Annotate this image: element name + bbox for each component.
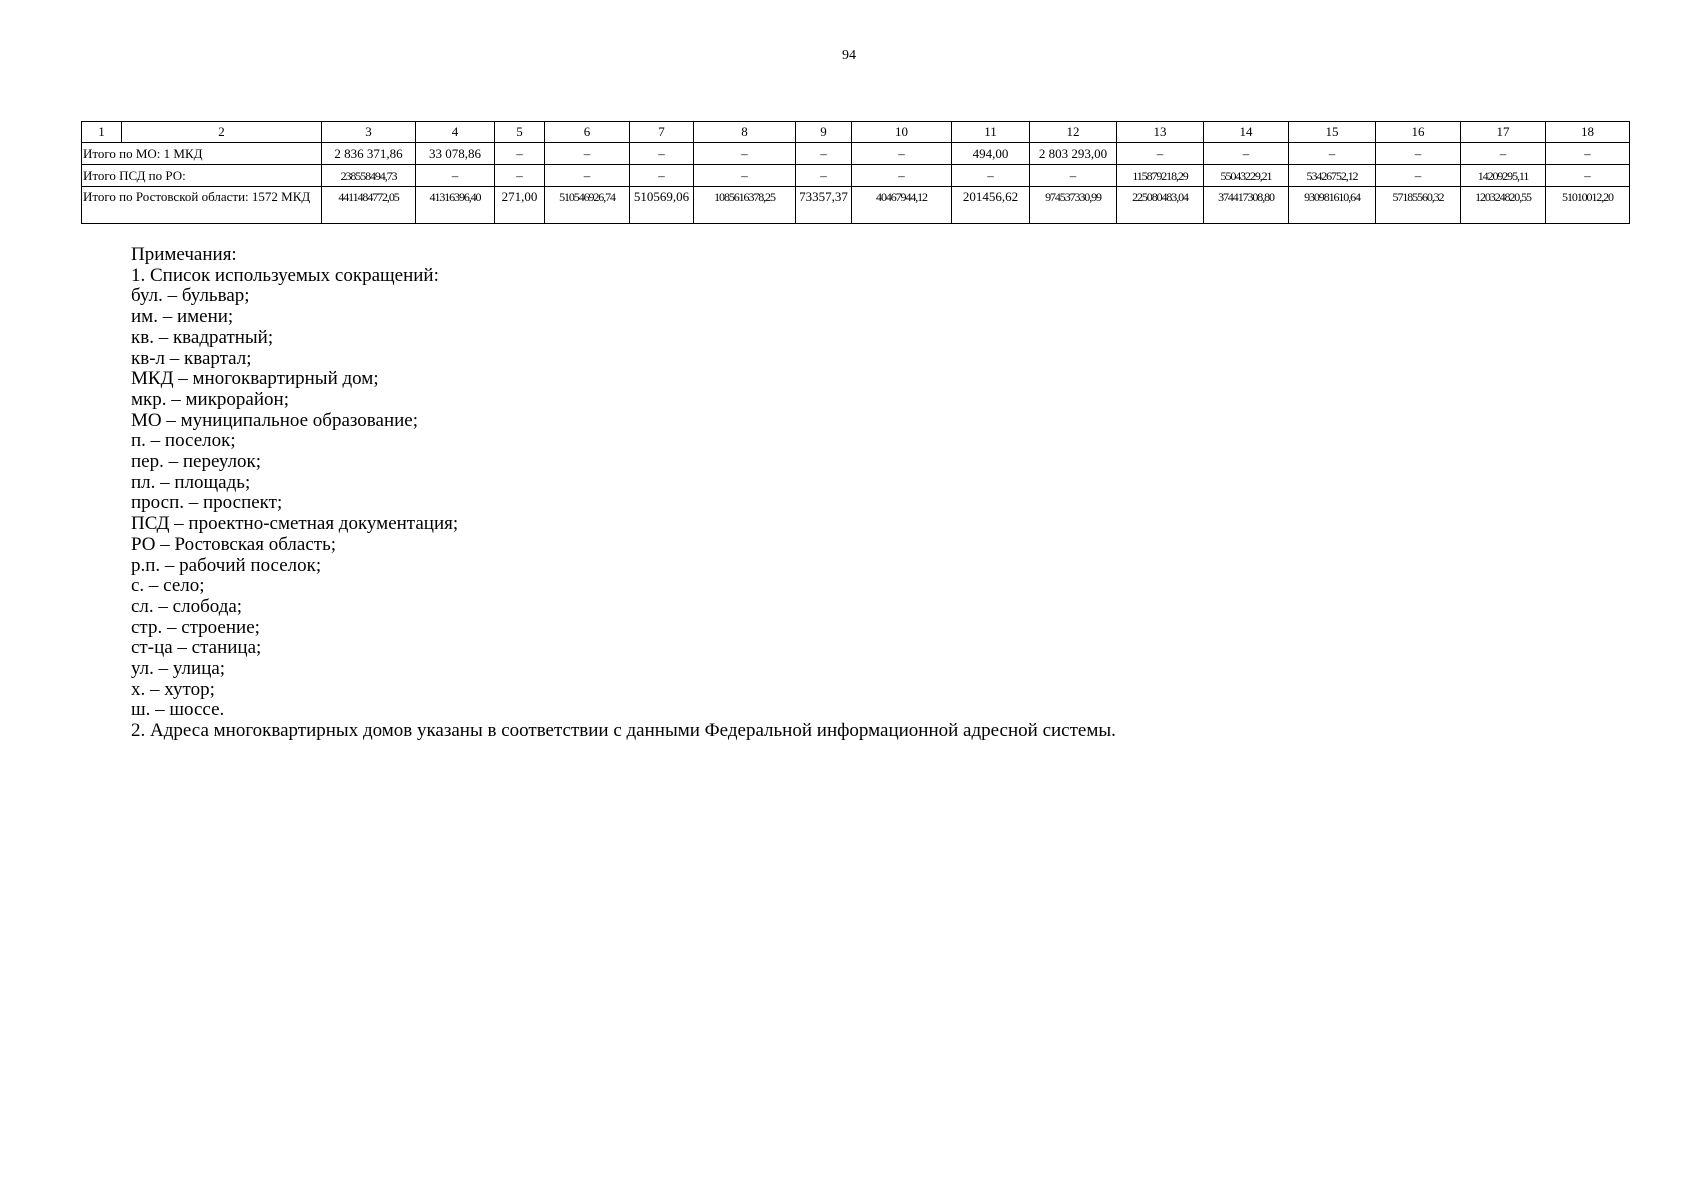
summary-table bbox=[81, 121, 1630, 224]
abbreviation-item: с. – село; bbox=[131, 575, 205, 597]
table-row bbox=[82, 187, 1630, 224]
row-label: Итого ПСД по РО: bbox=[82, 165, 322, 187]
header-cell: 10 bbox=[852, 122, 952, 143]
header-cell: 3 bbox=[322, 122, 416, 143]
header-cell: 15 bbox=[1289, 122, 1376, 143]
table-cell: 201456,62 bbox=[952, 187, 1030, 224]
table-cell: – bbox=[952, 165, 1030, 187]
table-cell: 120324820,55 bbox=[1461, 187, 1546, 224]
header-cell: 13 bbox=[1117, 122, 1204, 143]
abbreviation-item: МО – муниципальное образование; bbox=[131, 409, 419, 431]
table-cell: – bbox=[545, 143, 630, 165]
row-label: Итого по Ростовской области: 1572 МКД bbox=[82, 187, 322, 224]
table-cell: 271,00 bbox=[495, 187, 545, 224]
notes-title: Примечания: bbox=[131, 244, 237, 265]
table-cell: 1085616378,25 bbox=[694, 187, 796, 224]
table-cell: 225080483,04 bbox=[1117, 187, 1204, 224]
abbreviation-item: бул. – бульвар; bbox=[131, 285, 250, 307]
table-cell: – bbox=[852, 165, 952, 187]
table-cell: 4411484772,05 bbox=[322, 187, 416, 224]
table-cell: – bbox=[1376, 143, 1461, 165]
abbreviation-item: ПСД – проектно-сметная документация; bbox=[131, 513, 459, 535]
table-cell: 494,00 bbox=[952, 143, 1030, 165]
table-cell: – bbox=[1204, 143, 1289, 165]
abbreviation-item: стр. – строение; bbox=[131, 616, 260, 638]
header-cell: 5 bbox=[495, 122, 545, 143]
abbreviation-item: п. – поселок; bbox=[131, 430, 236, 452]
table-cell: – bbox=[545, 165, 630, 187]
table-cell: 55043229,21 bbox=[1204, 165, 1289, 187]
header-cell: 12 bbox=[1030, 122, 1117, 143]
table-cell: – bbox=[1030, 165, 1117, 187]
table-cell: 238558494,73 bbox=[322, 165, 416, 187]
table-cell: 510546926,74 bbox=[545, 187, 630, 224]
abbreviation-item: р.п. – рабочий поселок; bbox=[131, 554, 322, 576]
table-row bbox=[82, 165, 1630, 187]
header-cell: 6 bbox=[545, 122, 630, 143]
abbreviation-item: х. – хутор; bbox=[131, 678, 215, 700]
table-cell: – bbox=[694, 165, 796, 187]
header-cell: 8 bbox=[694, 122, 796, 143]
table-cell: – bbox=[1289, 143, 1376, 165]
table-cell: 51010012,20 bbox=[1546, 187, 1630, 224]
abbreviation-item: мкр. – микрорайон; bbox=[131, 388, 289, 410]
notes-item-1: 1. Список используемых сокращений: bbox=[131, 264, 439, 286]
table-cell: – bbox=[694, 143, 796, 165]
table-cell: 73357,37 bbox=[796, 187, 852, 224]
table-cell: 2 836 371,86 bbox=[322, 143, 416, 165]
table-cell: – bbox=[1117, 143, 1204, 165]
header-cell: 16 bbox=[1376, 122, 1461, 143]
header-row bbox=[82, 122, 1630, 143]
header-cell: 9 bbox=[796, 122, 852, 143]
header-cell: 11 bbox=[952, 122, 1030, 143]
abbreviation-list bbox=[131, 286, 1116, 721]
table-cell: 57185560,32 bbox=[1376, 187, 1461, 224]
header-cell: 18 bbox=[1546, 122, 1630, 143]
table-cell: – bbox=[1546, 165, 1630, 187]
table-cell: 40467944,12 bbox=[852, 187, 952, 224]
notes-section bbox=[131, 245, 1116, 742]
abbreviation-item: пер. – переулок; bbox=[131, 451, 262, 473]
table-cell: – bbox=[852, 143, 952, 165]
table-cell: 930981610,64 bbox=[1289, 187, 1376, 224]
abbreviation-item: РО – Ростовская область; bbox=[131, 533, 337, 555]
abbreviation-item: МКД – многоквартирный дом; bbox=[131, 368, 379, 390]
table-cell: – bbox=[630, 143, 694, 165]
header-cell: 17 bbox=[1461, 122, 1546, 143]
table-cell: – bbox=[1376, 165, 1461, 187]
table-cell: – bbox=[630, 165, 694, 187]
table-cell: 974537330,99 bbox=[1030, 187, 1117, 224]
abbreviation-item: просп. – проспект; bbox=[131, 492, 283, 514]
abbreviation-item: ул. – улица; bbox=[131, 658, 226, 680]
abbreviation-item: им. – имени; bbox=[131, 306, 234, 328]
table-cell: 115879218,29 bbox=[1117, 165, 1204, 187]
page-number: 94 bbox=[842, 48, 856, 63]
table-cell: – bbox=[796, 165, 852, 187]
table-row bbox=[82, 143, 1630, 165]
abbreviation-item: сл. – слобода; bbox=[131, 595, 243, 617]
table-cell: 33 078,86 bbox=[416, 143, 495, 165]
table-cell: – bbox=[495, 143, 545, 165]
notes-item-2: 2. Адреса многоквартирных домов указаны в соответствии с данными Федеральной информационной адресной системы. bbox=[131, 720, 1116, 742]
header-cell: 1 bbox=[82, 122, 122, 143]
table-cell: – bbox=[1546, 143, 1630, 165]
table-cell: – bbox=[796, 143, 852, 165]
table-cell: – bbox=[416, 165, 495, 187]
table-cell: 53426752,12 bbox=[1289, 165, 1376, 187]
row-label: Итого по МО: 1 МКД bbox=[82, 143, 322, 165]
table-cell: 41316396,40 bbox=[416, 187, 495, 224]
header-cell: 14 bbox=[1204, 122, 1289, 143]
table-cell: 14209295,11 bbox=[1461, 165, 1546, 187]
header-cell: 2 bbox=[122, 122, 322, 143]
header-cell: 7 bbox=[630, 122, 694, 143]
abbreviation-item: пл. – площадь; bbox=[131, 471, 251, 493]
table-cell: 510569,06 bbox=[630, 187, 694, 224]
abbreviation-item: кв-л – квартал; bbox=[131, 347, 252, 369]
table-cell: 374417308,80 bbox=[1204, 187, 1289, 224]
table-cell: – bbox=[495, 165, 545, 187]
table-body bbox=[82, 122, 1630, 224]
table-cell: 2 803 293,00 bbox=[1030, 143, 1117, 165]
abbreviation-item: кв. – квадратный; bbox=[131, 326, 274, 348]
header-cell: 4 bbox=[416, 122, 495, 143]
abbreviation-item: ст-ца – станица; bbox=[131, 637, 262, 659]
table-cell: – bbox=[1461, 143, 1546, 165]
abbreviation-item: ш. – шоссе. bbox=[131, 699, 225, 721]
